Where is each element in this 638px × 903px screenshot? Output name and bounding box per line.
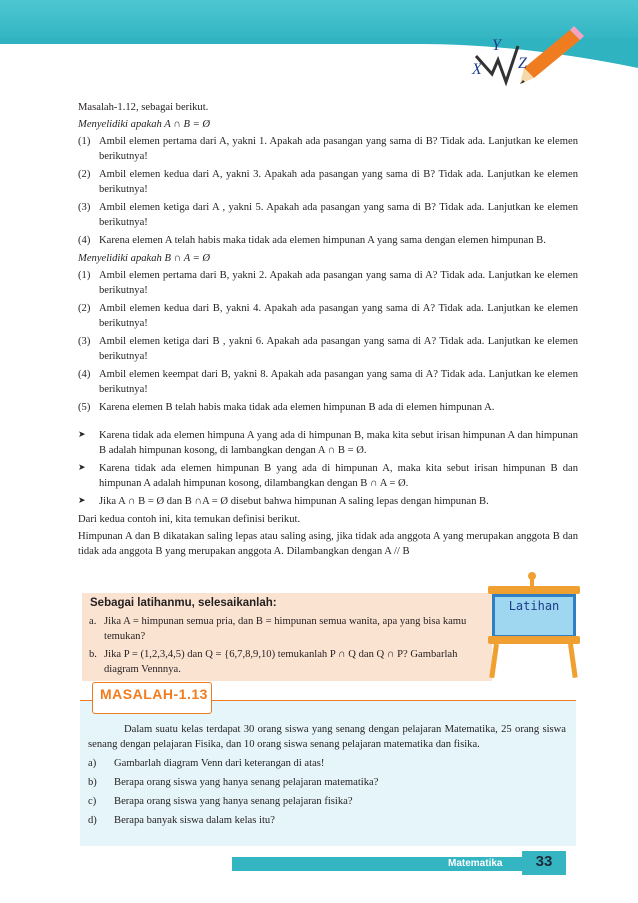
list-item: d) Berapa banyak siswa dalam kelas itu? — [88, 815, 275, 826]
main-content — [78, 100, 578, 561]
section-a-list — [78, 134, 578, 248]
footer-subject: Matematika — [448, 858, 503, 869]
list-item: (5) Karena elemen B telah habis maka tidak ada elemen himpunan B ada di elemen himpunan A. — [78, 402, 495, 413]
list-item: a) Gambarlah diagram Venn dari keterangan di atas! — [88, 758, 325, 769]
logo-letter-z: Z — [518, 55, 527, 72]
list-item: (2) Ambil elemen kedua dari B, yakni 4. Apakah ada pasangan yang sama di A? Tidak ada. Lanjutkan ke elemen berikutnya! — [78, 303, 578, 329]
list-item: (3) Ambil elemen ketiga dari B , yakni 6. Apakah ada pasangan yang sama di A? Tidak ada. Lanjutkan ke elemen berikutnya! — [78, 336, 578, 362]
arrow-bullet-icon: ➤ — [78, 430, 86, 440]
arrow-bullet-icon: ➤ — [78, 463, 86, 473]
section-a-heading: Menyelidiki apakah A ∩ B = Ø — [78, 119, 211, 130]
section-b-list — [78, 268, 578, 415]
pencil-icon — [520, 26, 584, 84]
page-number: 33 — [535, 853, 553, 870]
list-item: (1) Ambil elemen pertama dari A, yakni 1. Apakah ada pasangan yang sama di B? Tidak ada. Lanjutkan ke elemen berikutnya! — [78, 136, 578, 162]
conclusion-text: Dari kedua contoh ini, kita temukan definisi berikut. — [78, 514, 301, 525]
bullet-list — [78, 428, 578, 509]
bullet-item: ➤ Karena tidak ada elemen himpuna A yang ada di himpunan B, maka kita sebut irisan himpunan A dan himpunan B adalah himpunan kosong, di lambangkan dengan A ∩ B = Ø. — [78, 430, 578, 456]
list-item: (1) Ambil elemen pertama dari B, yakni 2. Apakah ada pasangan yang sama di A? Tidak ada. Lanjutkan ke elemen berikutnya! — [78, 270, 578, 296]
intro-text: Masalah-1.12, sebagai berikut. — [78, 102, 209, 113]
list-item: c) Berapa orang siswa yang hanya senang pelajaran fisika? — [88, 796, 353, 807]
bullet-item: ➤ Jika A ∩ B = Ø dan B ∩A = Ø disebut bahwa himpunan A saling lepas dengan himpunan B. — [78, 496, 489, 507]
list-item: b. Jika P = (1,2,3,4,5) dan Q = {6,7,8,9,10) temukanlah P ∩ Q dan Q ∩ P? Gambarlah diagram Vennnya. — [89, 649, 458, 675]
bullet-item: ➤ Karena tidak ada elemen himpunan B yang ada di himpunan A, maka kita sebut irisan himpunan B dan himpunan A adalah himpunan kosong, dilambangkan dengan B ∩ A = Ø. — [78, 463, 578, 489]
xyz-pencil-logo — [462, 22, 592, 92]
list-item: (4) Karena elemen A telah habis maka tidak ada elemen himpunan A yang sama dengan elemen himpunan B. — [78, 235, 546, 246]
easel-icon — [480, 570, 585, 680]
list-item: b) Berapa orang siswa yang hanya senang pelajaran matematika? — [88, 777, 379, 788]
list-item: (3) Ambil elemen ketiga dari A , yakni 5. Apakah ada pasangan yang sama di B? Tidak ada. Lanjutkan ke elemen berikutnya! — [78, 202, 578, 228]
logo-letter-y: Y — [492, 37, 501, 54]
masalah-paragraph: Dalam suatu kelas terdapat 30 orang siswa yang senang dengan pelajaran Matematika, 25 orang siswa senang dengan pelajaran Fisika, dan 10 orang siswa senang pelajaran matematika dan fisika. — [88, 724, 566, 750]
masalah-tag-label: MASALAH-1.13 — [100, 686, 208, 702]
section-b-heading: Menyelidiki apakah B ∩ A = Ø — [78, 253, 211, 264]
list-item: a. Jika A = himpunan semua pria, dan B = himpunan semua wanita, apa yang bisa kamu temukan? — [89, 616, 467, 642]
list-item: (2) Ambil elemen kedua dari A, yakni 3. Apakah ada pasangan yang sama di B? Tidak ada. Lanjutkan ke elemen berikutnya! — [78, 169, 578, 195]
logo-letter-x: X — [472, 61, 482, 78]
list-item: (4) Ambil elemen keempat dari B, yakni 8. Apakah ada pasangan yang sama di A? Tidak ada. Lanjutkan ke elemen berikutnya! — [78, 369, 578, 395]
latihan-label: Latihan — [508, 599, 560, 613]
definition-text: Himpunan A dan B dikatakan saling lepas atau saling asing, jika tidak ada anggota A yang merupakan anggota B dan tidak ada anggota B yang merupakan anggota A. Dilambangkan dengan A // B — [78, 531, 578, 557]
latihan-title: Sebagai latihanmu, selesaikanlah: — [90, 597, 277, 609]
arrow-bullet-icon: ➤ — [78, 496, 86, 506]
latihan-list — [89, 614, 484, 680]
masalah-content — [88, 722, 566, 832]
